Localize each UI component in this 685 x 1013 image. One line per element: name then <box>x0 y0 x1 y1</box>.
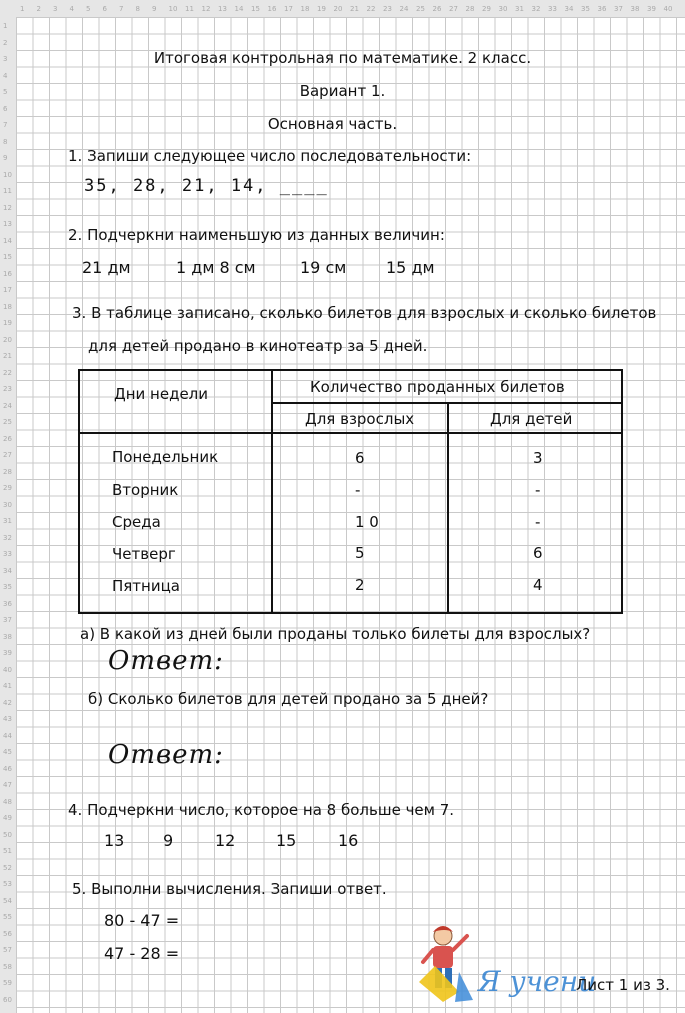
row-number: 17 <box>3 286 12 294</box>
row-number: 24 <box>3 401 12 410</box>
row-number: 13 <box>3 220 12 228</box>
expression-2: 47 - 28 = <box>104 944 180 963</box>
column-number: 20 <box>333 5 343 13</box>
question-4-option: 9 <box>163 831 174 850</box>
row-number: 51 <box>3 847 12 855</box>
row-number: 40 <box>3 665 12 674</box>
row-number: 6 <box>3 104 8 113</box>
row-number: 44 <box>3 731 12 740</box>
watermark-text: Я учени <box>478 965 597 998</box>
row-number: 41 <box>3 682 12 690</box>
table-header-group: Количество проданных билетов <box>310 378 565 396</box>
row-number: 25 <box>3 418 12 426</box>
table-divider <box>271 402 621 404</box>
column-number: 15 <box>251 5 260 13</box>
question-2-text: 2. Подчеркни наименьшую из данных величин: <box>68 226 445 244</box>
column-number: 4 <box>69 5 74 13</box>
column-number: 36 <box>597 5 607 13</box>
column-number: 1 <box>20 5 25 13</box>
question-3b-text: б) Сколько билетов для детей продано за 5 дней? <box>88 690 489 708</box>
column-number: 26 <box>432 5 442 13</box>
column-number: 28 <box>465 5 475 13</box>
column-number: 16 <box>267 5 277 13</box>
row-number: 35 <box>3 583 12 591</box>
table-cell-adults: - <box>355 481 361 499</box>
column-number: 19 <box>317 5 326 13</box>
question-3-line-1: 3. В таблице записано, сколько билетов для взрослых и сколько билетов <box>72 304 657 322</box>
answer-label-b: Ответ: <box>108 740 224 770</box>
table-cell-day: Вторник <box>112 481 179 499</box>
table-cell-day: Четверг <box>112 545 176 563</box>
row-number: 12 <box>3 203 12 212</box>
question-4-option: 15 <box>276 831 297 850</box>
column-number: 38 <box>630 5 640 13</box>
question-2-option: 1 дм 8 см <box>176 258 256 277</box>
row-number: 1 <box>3 22 8 30</box>
column-number: 2 <box>36 5 41 13</box>
row-number: 34 <box>3 566 12 575</box>
column-number: 35 <box>581 5 590 13</box>
column-number: 32 <box>531 5 541 13</box>
answer-label-a: Ответ: <box>108 646 224 676</box>
row-number: 8 <box>3 137 8 146</box>
row-number: 54 <box>3 896 12 905</box>
table-cell-adults: 2 <box>355 576 365 594</box>
row-number: 32 <box>3 533 12 542</box>
column-number: 13 <box>218 5 227 13</box>
row-number: 31 <box>3 517 12 525</box>
column-number: 23 <box>383 5 392 13</box>
table-header-day: Дни недели <box>114 385 209 403</box>
row-number: 33 <box>3 550 12 558</box>
table-header-children: Для детей <box>490 410 573 428</box>
table-divider <box>80 432 621 434</box>
question-4-option: 16 <box>338 831 359 850</box>
row-number: 42 <box>3 698 12 707</box>
row-number: 30 <box>3 500 12 509</box>
question-3a-text: а) В какой из дней были проданы только билеты для взрослых? <box>80 625 591 643</box>
row-number: 52 <box>3 863 12 872</box>
question-4-text: 4. Подчеркни число, которое на 8 больше чем 7. <box>68 801 455 819</box>
table-cell-adults: 5 <box>355 544 365 562</box>
row-number: 5 <box>3 88 8 96</box>
table-divider <box>271 371 273 612</box>
sheet-number: Лист 1 из 3. <box>576 976 670 994</box>
row-number: 48 <box>3 797 12 806</box>
question-4-option: 12 <box>215 831 236 850</box>
row-number: 26 <box>3 434 12 443</box>
row-number: 22 <box>3 368 12 377</box>
row-number: 16 <box>3 269 12 278</box>
column-number: 39 <box>647 5 656 13</box>
row-number: 37 <box>3 616 12 624</box>
page-title: Итоговая контрольная по математике. 2 класс. <box>153 49 532 67</box>
table-cell-day: Среда <box>112 513 161 531</box>
column-number: 10 <box>168 5 178 13</box>
column-number: 27 <box>449 5 458 13</box>
question-2-option: 21 дм <box>82 258 131 277</box>
row-number: 46 <box>3 764 12 773</box>
row-number: 9 <box>3 154 8 162</box>
column-number: 6 <box>102 5 107 13</box>
row-number: 45 <box>3 748 12 756</box>
question-2-option: 19 см <box>300 258 347 277</box>
column-number: 9 <box>152 5 157 13</box>
column-number: 18 <box>300 5 310 13</box>
row-number: 10 <box>3 170 12 179</box>
column-number: 14 <box>234 5 244 13</box>
question-5-text: 5. Выполни вычисления. Запиши ответ. <box>72 880 387 898</box>
row-number: 59 <box>3 979 12 987</box>
row-number: 49 <box>3 814 12 822</box>
column-number: 5 <box>86 5 91 13</box>
column-number: 11 <box>185 5 194 13</box>
row-number-strip <box>0 0 16 1013</box>
column-number: 33 <box>548 5 557 13</box>
row-number: 38 <box>3 632 12 641</box>
row-number: 28 <box>3 467 12 476</box>
column-number: 12 <box>201 5 211 13</box>
row-number: 23 <box>3 385 12 393</box>
row-number: 39 <box>3 649 12 657</box>
row-number: 14 <box>3 236 12 245</box>
expression-1: 80 - 47 = <box>104 911 180 930</box>
row-number: 58 <box>3 962 12 971</box>
row-number: 56 <box>3 929 12 938</box>
question-2-option: 15 дм <box>386 258 435 277</box>
column-number: 30 <box>498 5 508 13</box>
column-number: 22 <box>366 5 376 13</box>
row-number: 19 <box>3 319 12 327</box>
table-cell-adults: 1 0 <box>355 513 379 531</box>
part-label: Основная часть. <box>267 115 398 133</box>
row-number: 50 <box>3 830 12 839</box>
tickets-table <box>78 369 623 614</box>
row-number: 3 <box>3 55 8 63</box>
table-cell-children: 4 <box>533 576 543 594</box>
column-number: 37 <box>614 5 623 13</box>
table-cell-children: 6 <box>533 544 543 562</box>
table-cell-children: 3 <box>533 449 543 467</box>
table-cell-adults: 6 <box>355 449 365 467</box>
column-number: 34 <box>564 5 574 13</box>
column-number: 17 <box>284 5 293 13</box>
row-number: 60 <box>3 995 12 1004</box>
row-number: 4 <box>3 71 8 80</box>
table-cell-day: Пятница <box>112 577 180 595</box>
row-number: 2 <box>3 38 8 47</box>
table-header-adults: Для взрослых <box>305 410 415 428</box>
table-cell-day: Понедельник <box>112 448 219 466</box>
column-number-strip <box>0 0 685 17</box>
row-number: 11 <box>3 187 12 195</box>
row-number: 43 <box>3 715 12 723</box>
row-number: 15 <box>3 253 12 261</box>
row-number: 57 <box>3 946 12 954</box>
student-mascot-icon <box>415 922 477 1004</box>
table-divider <box>447 403 449 612</box>
column-number: 40 <box>663 5 673 13</box>
row-number: 20 <box>3 335 12 344</box>
row-number: 7 <box>3 121 8 129</box>
row-number: 27 <box>3 451 12 459</box>
row-number: 47 <box>3 781 12 789</box>
table-cell-children: - <box>535 481 541 499</box>
column-number: 8 <box>135 5 140 13</box>
variant-label: Вариант 1. <box>299 82 386 100</box>
question-1-sequence: 35, 28, 21, 14, ____ <box>84 176 329 196</box>
question-3-line-2: для детей продано в кинотеатр за 5 дней. <box>88 337 428 355</box>
column-number: 21 <box>350 5 359 13</box>
question-4-option: 13 <box>104 831 125 850</box>
column-number: 3 <box>53 5 58 13</box>
row-number: 21 <box>3 352 12 360</box>
column-number: 7 <box>119 5 124 13</box>
column-number: 31 <box>515 5 524 13</box>
column-number: 24 <box>399 5 409 13</box>
row-number: 53 <box>3 880 12 888</box>
row-number: 18 <box>3 302 12 311</box>
column-number: 29 <box>482 5 491 13</box>
row-number: 55 <box>3 913 12 921</box>
column-number: 25 <box>416 5 425 13</box>
row-number: 29 <box>3 484 12 492</box>
table-cell-children: - <box>535 513 541 531</box>
row-number: 36 <box>3 599 12 608</box>
question-1-text: 1. Запиши следующее число последовательности: <box>68 147 472 165</box>
